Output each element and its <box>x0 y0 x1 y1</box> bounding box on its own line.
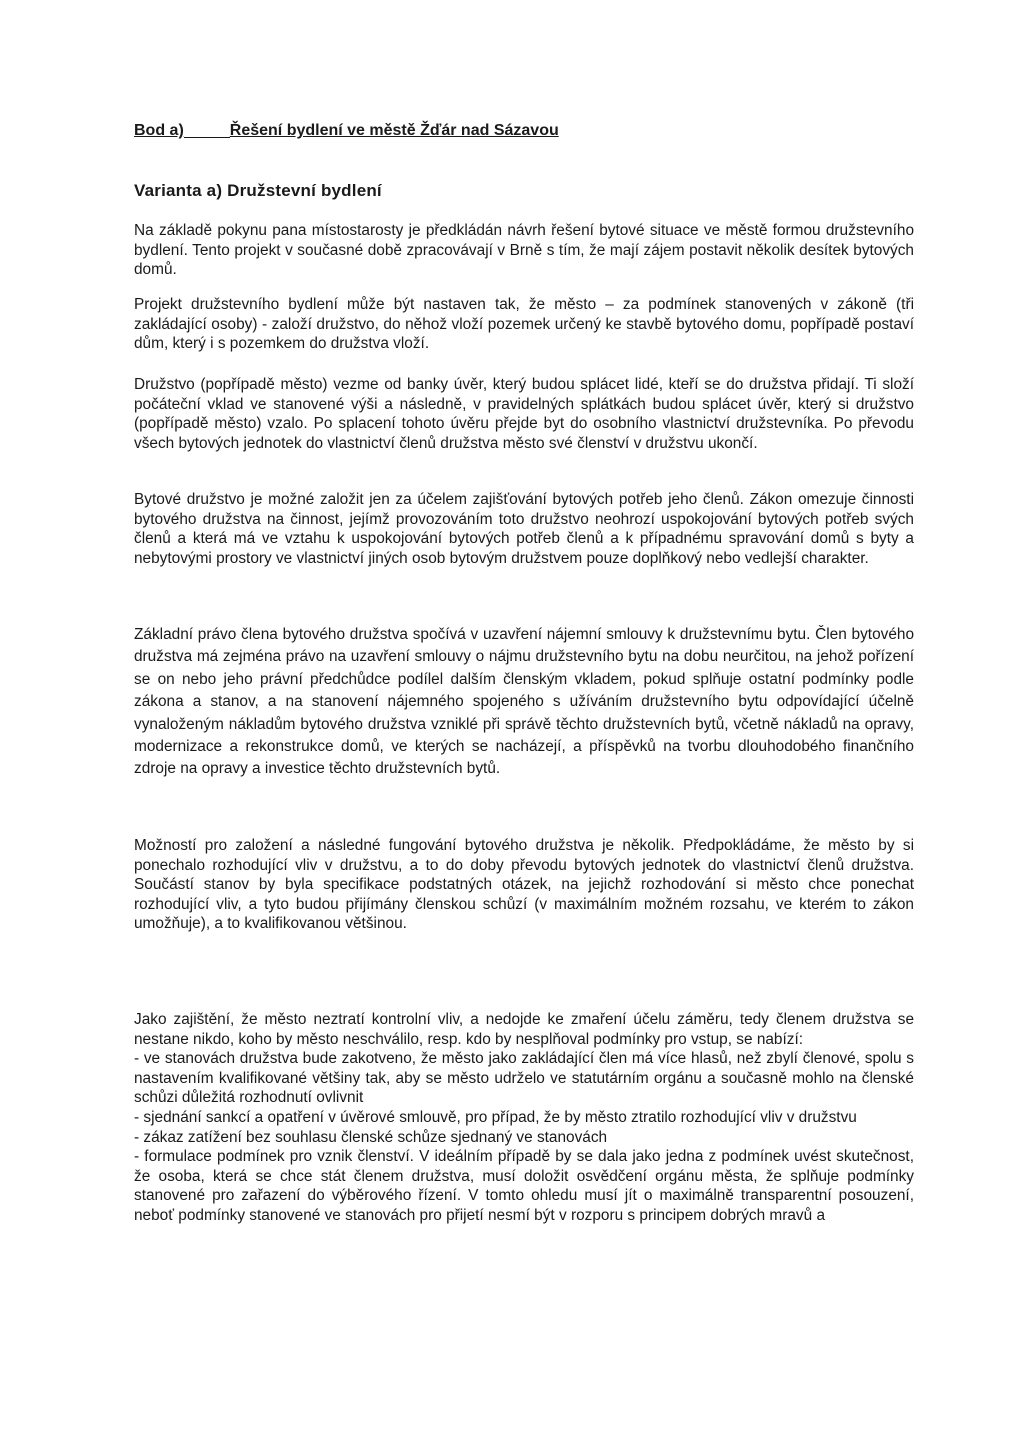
list-item: - formulace podmínek pro vznik členství. V ideálním případě by se dala jako jedna z podmínek uvést skutečnost, že osoba, která se chce stát členem družstva, musí doložit osvědčení orgánu města, že splňuje podmínky stanovené pro zařazení do výběrového řízení. V tomto ohledu musí jít o maximálně transparentní posouzení, neboť podmínky stanovené ve stanovách pro přijetí nesmí být v rozporu s principem dobrých mravů a <box>134 1148 914 1224</box>
paragraph-project <box>134 295 914 354</box>
paragraph-loan <box>134 375 914 453</box>
paragraph-text: Na základě pokynu pana místostarosty je předkládán návrh řešení bytové situace ve městě formou družstevního bydlení. Tento projekt v současné době zpracovávají v Brně s tím, že mají zájem postavit několik desítek bytových domů. <box>134 222 914 279</box>
paragraph-member-rights <box>134 624 914 781</box>
variant-title: Varianta a) Družstevní bydlení <box>134 181 382 200</box>
paragraph-text: Bytové družstvo je možné založit jen za účelem zajišťování bytových potřeb jeho členů. Zákon omezuje činnosti bytového družstva na činnost, jejímž provozováním toto družstvo neohrozí uspokojování bytových potřeb svých členů a která má ve vztahu k uspokojování bytových potřeb členů a k případnému spravování domů s byty a nebytovými prostory ve vlastnictví jiných osob bytovým družstvem pouze doplňkový nebo vedlejší charakter. <box>134 491 914 567</box>
list-item: - sjednání sankcí a opatření v úvěrové smlouvě, pro případ, že by město ztratilo rozhodující vliv v družstvu <box>134 1108 857 1126</box>
paragraph-text: Projekt družstevního bydlení může být nastaven tak, že město – za podmínek stanovených v zákoně (tři zakládající osoby) - založí družstvo, do něhož vloží pozemek určený ke stavbě bytového domu, popřípadě postaví dům, který i s pozemkem do družstva vloží. <box>134 296 914 353</box>
paragraph-text: Základní právo člena bytového družstva spočívá v uzavření nájemní smlouvy k družstevnímu bytu. Člen bytového družstva má zejména právo na uzavření smlouvy o nájmu družstevního bytu na dobu neurčitou, na jehož pořízení se on nebo jeho právní předchůdce podílel dalším členským vkladem, pokud splňuje ostatní podmínky podle zákona a stanov, a na stanovení nájemného spojeného s užíváním družstevního bytu odpovídající účelně vynaloženým nákladům bytového družstva vzniklé při správě těchto družstevních bytů, včetně nákladů na opravy, modernizace a rekonstrukce domů, ve kterých se nacházejí, a příspěvků na tvorbu dlouhodobého finančního zdroje na opravy a investice těchto družstevních bytů. <box>134 626 914 778</box>
heading-underline-gap <box>184 123 230 138</box>
section-label: Bod a) <box>134 122 184 139</box>
section-heading <box>134 122 559 140</box>
list-item: - ve stanovách družstva bude zakotveno, že město jako zakládající člen má více hlasů, než zbylí členové, spolu s nastavením kvalifikované většiny tak, aby se město udrželo ve statutárním orgánu a současně mohlo na členské schůzi důležitá rozhodnutí ovlivnit <box>134 1050 914 1107</box>
paragraph-text: Jako zajištění, že město neztratí kontrolní vliv, a nedojde ke zmaření účelu záměru, tedy členem družstva se nestane nikdo, koho by město neschválilo, resp. kdo by nesplňoval podmínky pro vstup, se nabízí: <box>134 1011 914 1048</box>
paragraph-text: Družstvo (popřípadě město) vezme od banky úvěr, který budou splácet lidé, kteří se do družstva přidají. Ti složí počáteční vklad ve stanovené výši a následně, v pravidelných splátkách budou splácet úvěr, který si družstvo (popřípadě město) vzalo. Po splacení tohoto úvěru přejde byt do osobního vlastnictví družstevníka. Po převodu všech bytových jednotek do vlastnictví členů družstva město své členství v družstvu ukončí. <box>134 376 914 452</box>
list-item: - zákaz zatížení bez souhlasu členské schůze sjednaný ve stanovách <box>134 1128 608 1146</box>
paragraph-options <box>134 836 914 934</box>
paragraph-intro <box>134 221 914 280</box>
paragraph-purpose <box>134 490 914 568</box>
paragraph-text: Možností pro založení a následné fungování bytového družstva je několik. Předpokládáme, že město by si ponechalo rozhodující vliv v družstvu, a to do doby převodu bytových jednotek do vlastnictví členů družstva. Součástí stanov by byla specifikace podstatných otázek, na jejichž rozhodování si město chce ponechat rozhodující vliv, a tyto budou přijímány členskou schůzí (v maximálním možném rozsahu, ve kterém to zákon umožňuje), a to kvalifikovanou většinou. <box>134 837 914 933</box>
section-title: Řešení bydlení ve městě Žďár nad Sázavou <box>229 122 559 139</box>
paragraph-safeguards <box>134 1010 914 1226</box>
